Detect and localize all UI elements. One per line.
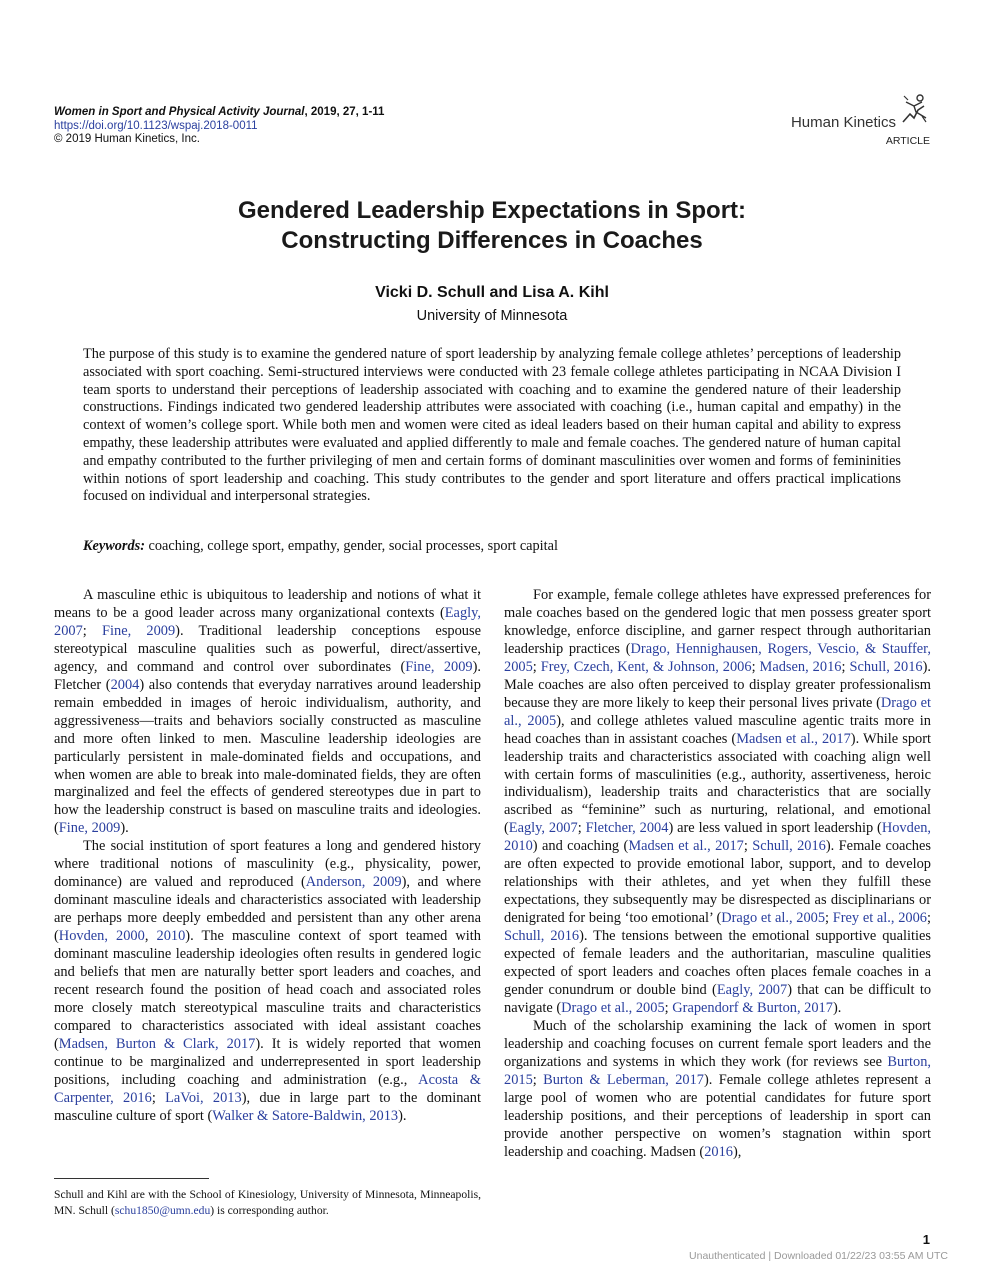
citation-link[interactable]: Madsen et al., 2017	[736, 730, 851, 747]
copyright: © 2019 Human Kinetics, Inc.	[54, 133, 200, 145]
publisher-name: Human Kinetics	[790, 114, 896, 131]
footnote-text-end: ) is corresponding author.	[210, 1204, 329, 1217]
authors: Vicki D. Schull and Lisa A. Kihl	[375, 284, 609, 301]
footnote	[54, 1187, 481, 1219]
title-line-1: Gendered Leadership Expectations in Sport:	[237, 197, 747, 224]
citation-link[interactable]: Eagly, 2007	[508, 820, 578, 837]
citation-link[interactable]: Grapendorf & Burton, 2017	[672, 999, 833, 1016]
paragraph-text: ).	[120, 820, 129, 837]
paragraph-text: ). The masculine context of sport teamed with dominant masculine leadership ideologies often results in gendered logic and beliefs that men are naturally better sport leaders and coaches, and recent research found the position of head coach and associated roles more closely match stereotypical masculine traits and characteristics compared to characteristics associated with ideal assistant coaches (	[54, 928, 481, 1052]
paragraph-text: ), and where dominant masculine ideals and characteristics associated with leadership are perhaps more deeply embedded and persistent than any other arena (	[54, 874, 481, 945]
paragraph-text: ;	[926, 910, 931, 927]
citation-link[interactable]: Walker & Satore-Baldwin, 2013	[212, 1107, 399, 1124]
paragraph-text: ) that can be difficult to navigate (	[504, 981, 932, 1016]
paragraph-text: ). Male coaches are also often perceived to display greater professionalism because they are more likely to keep their personal lives private (	[504, 658, 931, 711]
paragraph-text: ). While sport leadership traits and characteristics associated with coaching align well with certain forms of masculinities (e.g., authority, assertiveness, heroic individualism), leadership traits and characteristics that are socially ascribed as “feminine” such as nurturing, relational, and emotional (	[504, 730, 932, 837]
paragraph-text: ).	[398, 1107, 407, 1124]
paragraph-text: A masculine ethic is ubiquitous to leadership and notions of what it means to be a good leader across many organizational contexts (	[54, 587, 481, 621]
paragraph-text: ;	[532, 658, 541, 675]
citation-link[interactable]: Fine, 2009	[405, 658, 473, 675]
citation-link[interactable]: Schull, 2016	[504, 928, 580, 945]
paragraph-text: ) are less valued in sport leadership (	[668, 820, 882, 837]
paragraph-text: ).	[832, 999, 842, 1016]
citation-link[interactable]: Drago, Hennighausen, Rogers, Vescio, & Stauffer, 2005	[504, 640, 931, 675]
paragraph-text: ). It is widely reported that women continue to be marginalized and underrepresented in sport leadership positions, including coaching and administration (e.g.,	[54, 1035, 481, 1088]
citation-link[interactable]: Drago et al., 2005	[561, 999, 665, 1016]
citation-link[interactable]: Fletcher, 2004	[585, 820, 669, 837]
journal-name: Women in Sport and Physical Activity Journal	[54, 106, 305, 118]
human-kinetics-logo-icon	[900, 92, 930, 126]
paragraph-text: ) and coaching (	[532, 838, 629, 855]
citation-link[interactable]: Fine, 2009	[102, 622, 176, 639]
paragraph-text: ;	[751, 658, 760, 675]
citation-link[interactable]: Madsen, 2016	[759, 658, 842, 675]
citation-link[interactable]: Drago et al., 2005	[721, 910, 826, 927]
citation-link[interactable]: Madsen, Burton & Clark, 2017	[58, 1035, 256, 1052]
doi-link[interactable]: https://doi.org/10.1123/wspaj.2018-0011	[54, 119, 258, 132]
paragraph-text: ;	[841, 658, 850, 675]
paragraph-text: ;	[82, 622, 102, 639]
paragraph-text: ;	[151, 1089, 166, 1106]
citation-link[interactable]: Hovden, 2000	[58, 928, 145, 945]
citation-link[interactable]: 2010	[156, 928, 186, 945]
right-column	[504, 587, 931, 1162]
keywords-label: Keywords	[83, 538, 141, 554]
citation-link[interactable]: Frey et al., 2006	[832, 910, 927, 927]
citation-link[interactable]: LaVoi, 2013	[165, 1089, 242, 1106]
citation-link[interactable]: Schull, 2016	[752, 838, 826, 855]
citation-link[interactable]: Burton, 2015	[504, 1053, 931, 1088]
citation-link[interactable]: Eagly, 2007	[716, 981, 788, 998]
citation-link[interactable]: Madsen et al., 2017	[628, 838, 744, 855]
paragraph-text: ;	[743, 838, 753, 855]
title-line-2: Constructing Differences in Coaches	[281, 227, 703, 254]
citation-link[interactable]: Schull, 2016	[849, 658, 923, 675]
paragraph-text: ),	[732, 1143, 742, 1160]
paragraph-text: For example, female college athletes have expressed preferences for male coaches based on the gendered logic that men possess greater sport knowledge, enforce discipline, and garner respect through authoritarian leadership practices (	[504, 587, 931, 657]
paragraph	[504, 1018, 931, 1162]
paragraph	[54, 587, 481, 838]
paragraph-text: ,	[144, 928, 157, 945]
article-title	[0, 196, 984, 256]
paragraph	[504, 587, 931, 1018]
left-column	[54, 587, 481, 1126]
page-number: 1	[922, 1232, 930, 1247]
citation-link[interactable]: 2016	[704, 1143, 733, 1160]
paragraph-text: ). Fletcher (	[54, 658, 482, 693]
paragraph-text: ). The tensions between the emotional supportive qualities expected of female leaders and the authoritarian, masculine qualities expected of sport leaders and coaches often places female coaches in a gender conundrum or double bind (	[504, 928, 931, 998]
footnote-divider	[54, 1178, 209, 1179]
journal-citation	[54, 106, 384, 120]
citation-link[interactable]: Hovden, 2010	[504, 820, 932, 855]
download-stamp: Unauthenticated | Downloaded 01/22/23 03:55 AM UTC	[689, 1250, 948, 1262]
citation-link[interactable]: Fine, 2009	[58, 820, 121, 837]
citation-link[interactable]: Drago et al., 2005	[504, 694, 931, 729]
keywords-list: coaching, college sport, empathy, gender, social processes, sport capital	[148, 538, 558, 554]
citation-link[interactable]: Burton & Leberman, 2017	[543, 1071, 704, 1088]
footnote-text: Schull and Kihl are with the School of Kinesiology, University of Minnesota, Minneapolis, MN. Schull (	[54, 1188, 481, 1217]
citation-link[interactable]: Frey, Czech, Kent, & Johnson, 2006	[540, 658, 752, 675]
citation-link[interactable]: 2004	[110, 676, 140, 693]
paragraph-text: ), due in large part to the dominant masculine culture of sport (	[54, 1089, 481, 1124]
paragraph-text: ;	[664, 999, 673, 1016]
paragraph-text: ;	[532, 1071, 544, 1088]
corresponding-email-link[interactable]: schu1850@umn.edu	[114, 1204, 211, 1217]
paragraph-text: ). Traditional leadership conceptions espouse stereotypical masculine qualities such as powerful, direct/assertive, agency, and command and control over subordinates (	[54, 622, 481, 675]
citation-link[interactable]: Anderson, 2009	[305, 874, 402, 891]
affiliation: University of Minnesota	[416, 308, 568, 324]
paragraph	[54, 838, 481, 1125]
paragraph-text: ), and college athletes valued masculine agentic traits more in head coaches than in assistant coaches (	[504, 712, 931, 747]
paragraph-text: ;	[577, 820, 586, 837]
article-type-label: ARTICLE	[885, 135, 930, 147]
abstract: The purpose of this study is to examine the gendered nature of sport leadership by analyzing female college athletes’ perceptions of leadership associated with sport coaching. Semi-structured interviews were conducted with 23 female college athletes participating in NCAA Division I team sports to understand their perceptions of leadership associated with coaching and to examine the gendered nature of their leadership constructions. Findings indicated two gendered leadership attributes were associated with coaching (i.e., human capital and empathy) in the context of women’s college sport. While both men and women were cited as ideal leaders based on their human capital and ability to express empathy, these leadership attributes were evaluated and applied differently to male and female coaches. The gendered nature of human capital and empathy contributed to the further privileging of men and certain forms of dominant masculinities over women and forms of femininities within notions of sport leadership and coaching. This study contributes to the gender and sport literature and offers practical implications focused on individual and interpersonal strategies.	[83, 346, 901, 505]
paragraph-text: The social institution of sport features a long and gendered history where traditional notions of masculinity (e.g., physicality, power, dominance) are valued and reproduced (	[54, 838, 481, 891]
journal-volume: , 2019, 27, 1-11	[304, 106, 385, 118]
paragraph-text: ;	[825, 910, 833, 927]
paragraph-text: ) also contends that everyday narratives around leadership remain embedded in images of heroic individualism, authority, and aggressiveness—traits and behaviors socially constructed as masculine and more often linked to men. Masculine leadership ideologies are particularly persistent in male-dominated fields and occupations, and when women are able to break into male-dominated fields, they are often marginalized and feel the effects of gendered stereotypes due in part to how the leadership construct is based on masculine traits and ideologies. (	[54, 676, 481, 837]
journal-header	[54, 106, 384, 147]
paragraph-text: ). Female coaches are often expected to provide emotional labor, support, and to develop relationships with their athletes, and yet when they fulfill these expectations, they subsequently may be disrespected as disciplinarians or denigrated for being ‘too emotional’ (	[504, 838, 931, 927]
citation-link[interactable]: Acosta & Carpenter, 2016	[54, 1071, 481, 1106]
citation-link[interactable]: Eagly, 2007	[54, 604, 481, 639]
keywords-line: Keywords: coaching, college sport, empathy, gender, social processes, sport capital	[83, 538, 558, 554]
paragraph-text: ). Female college athletes represent a large pool of women who are potential candidates for future sport leadership positions, and their perceptions of leadership in sport can provide another perspective on women’s stagnation within sport leadership and coaching. Madsen (	[504, 1071, 931, 1160]
paragraph-text: Much of the scholarship examining the lack of women in sport leadership and coaching focuses on current female sport leaders and the organizations and systems in which they work (for reviews see	[504, 1017, 931, 1070]
